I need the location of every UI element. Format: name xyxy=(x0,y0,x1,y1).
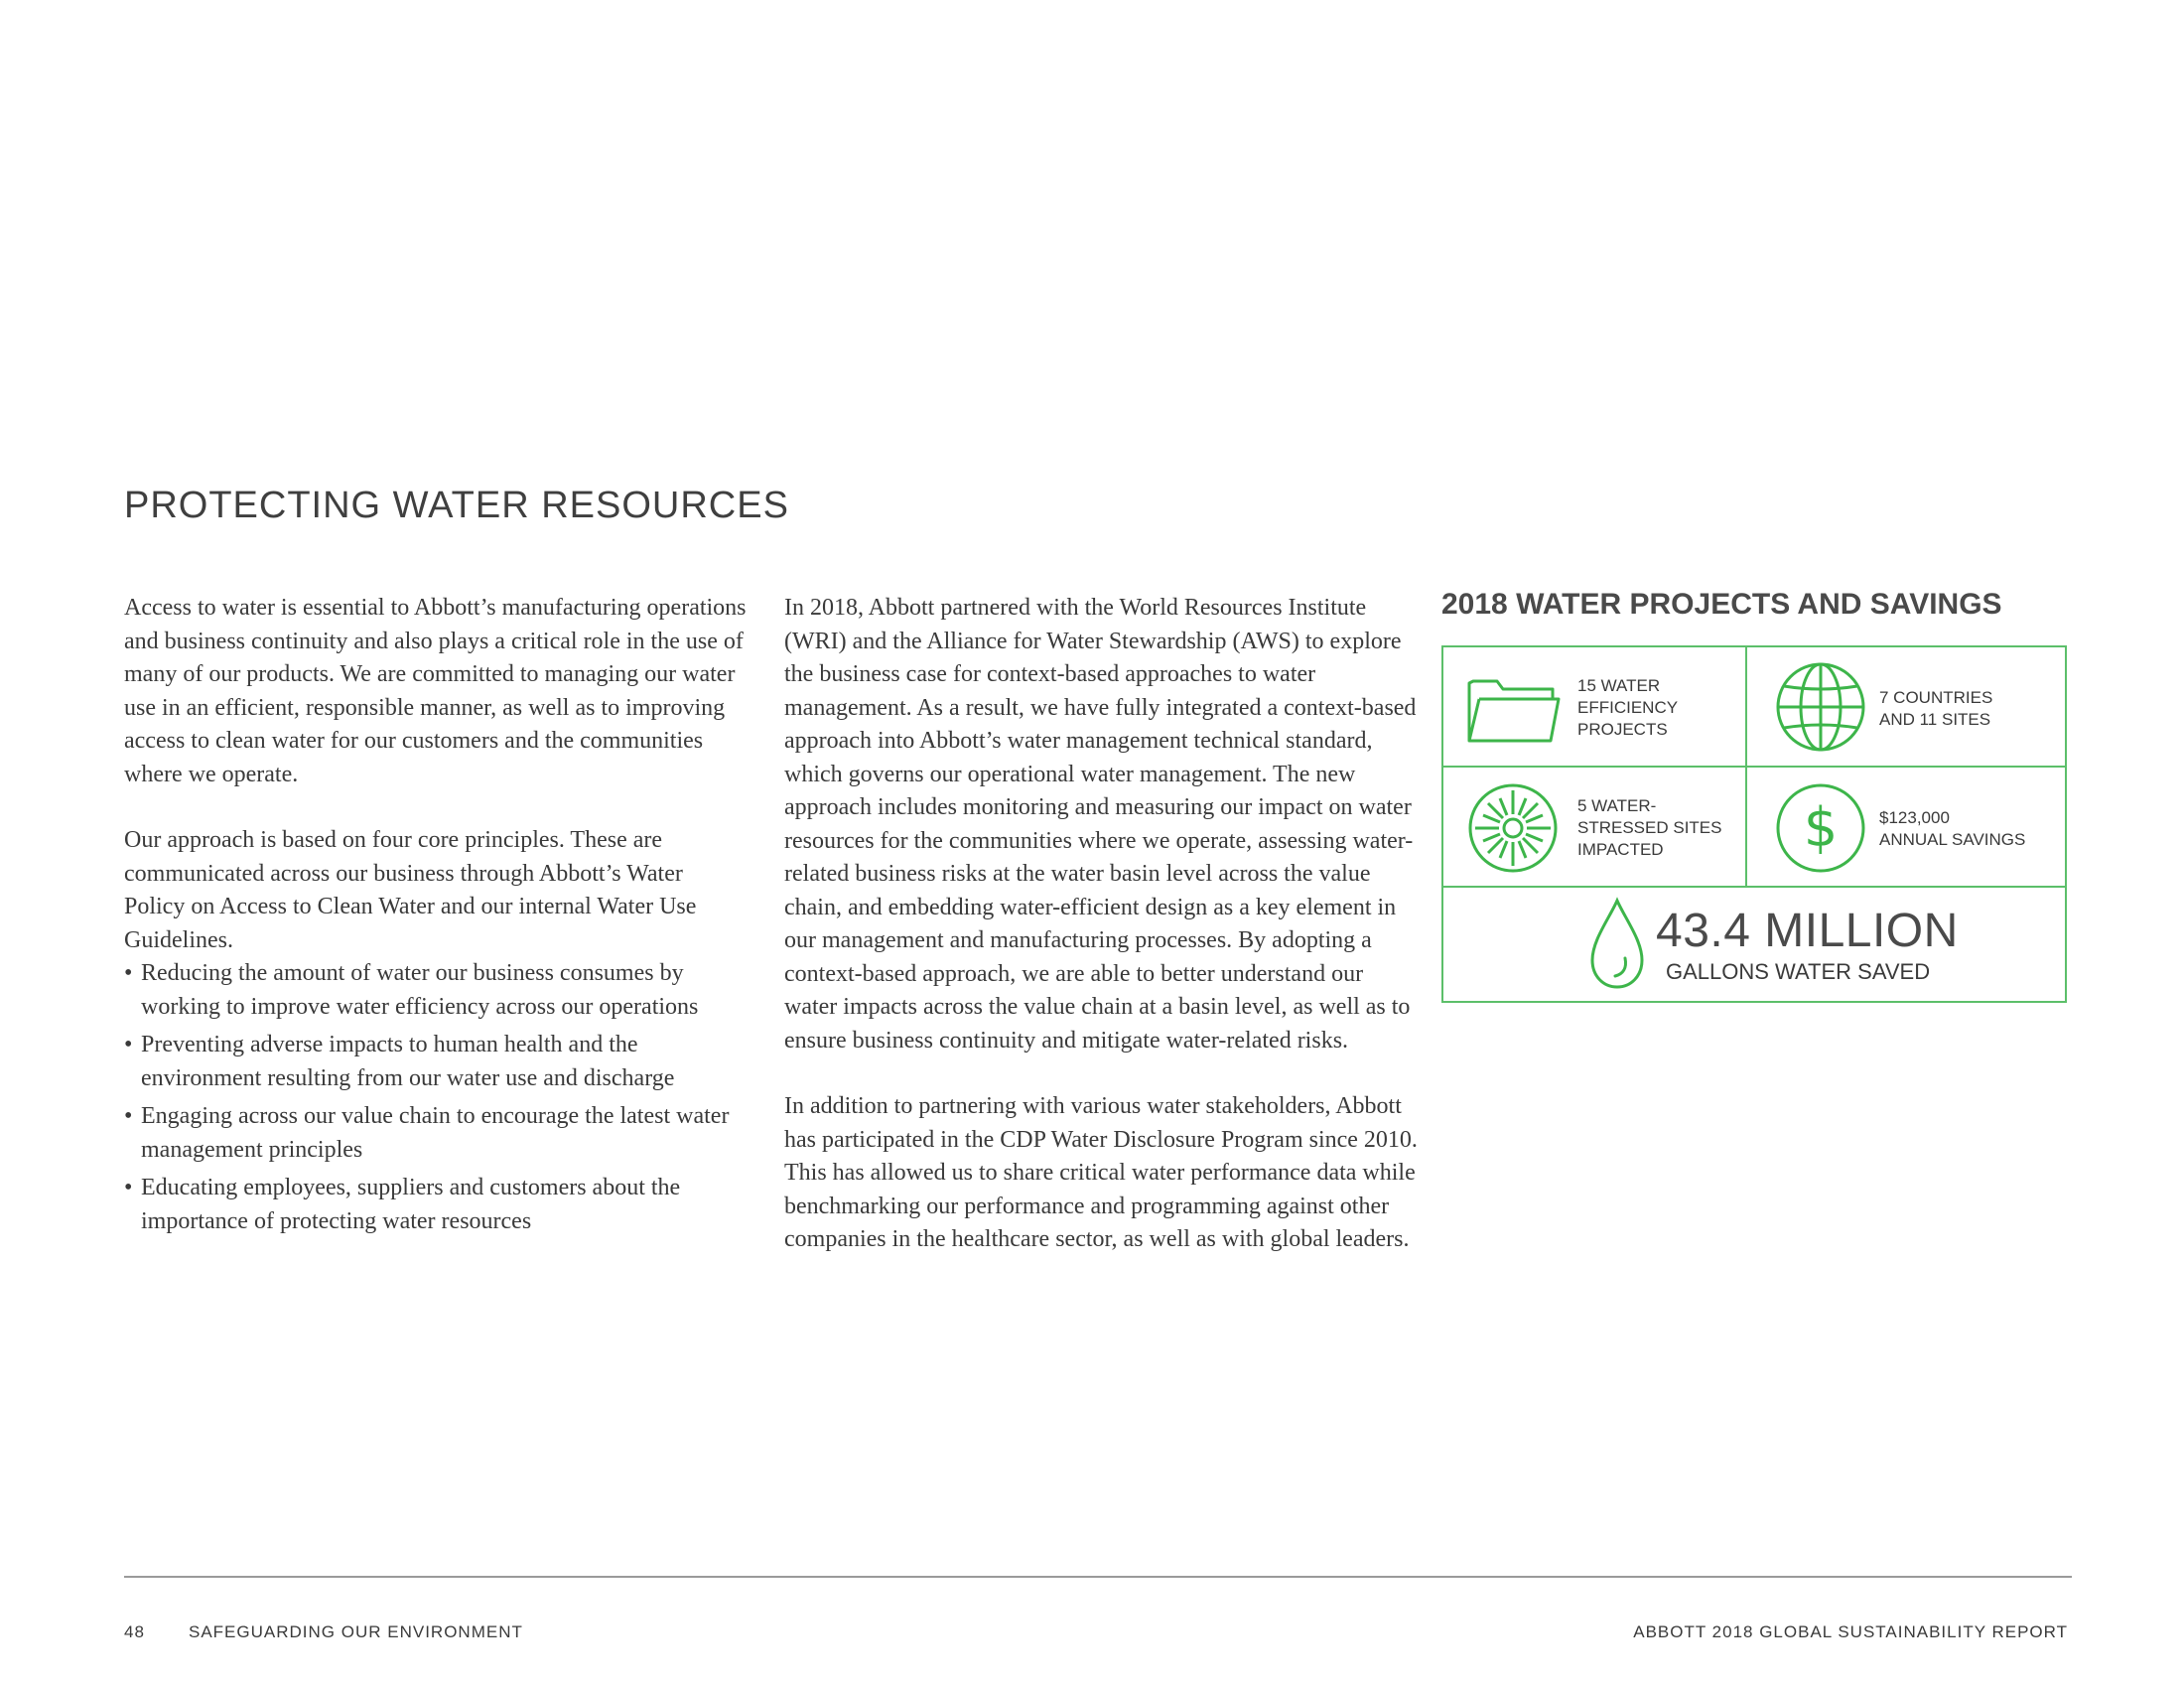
infographic-box xyxy=(1441,645,2067,1003)
countries-label: 7 COUNTRIES AND 11 SITES xyxy=(1879,688,1993,729)
projects-label: 15 WATER EFFICIENCY PROJECTS xyxy=(1577,676,1679,739)
footer-divider xyxy=(124,1576,2072,1578)
savings-label: $123,000 ANNUAL SAVINGS xyxy=(1879,808,2026,849)
dollar-icon xyxy=(1773,780,1868,876)
stat-cell-projects xyxy=(1443,647,1747,768)
stressed-sites-label: 5 WATER- STRESSED SITES IMPACTED xyxy=(1577,796,1722,859)
svg-text:$: $ xyxy=(1803,796,1839,859)
water-saved-value: 43.4 MILLION xyxy=(1656,905,1959,957)
sun-burst-icon xyxy=(1465,780,1561,876)
list-item: • Preventing adverse impacts to human health and the environment resulting from our water use and discharge xyxy=(124,1029,750,1095)
stat-cell-stressed-sites xyxy=(1443,768,1747,888)
list-item: • Reducing the amount of water our business consumes by working to improve water efficiency across our operations xyxy=(124,957,750,1024)
stat-cell-water-saved xyxy=(1443,888,2065,1001)
stat-cell-savings xyxy=(1747,768,2065,888)
list-item: • Educating employees, suppliers and customers about the importance of protecting water resources xyxy=(124,1172,750,1238)
water-drop-icon xyxy=(1587,897,1647,992)
globe-icon xyxy=(1773,659,1868,755)
footer-report-title: ABBOTT 2018 GLOBAL SUSTAINABILITY REPORT xyxy=(1633,1622,2068,1641)
section-title: PROTECTING WATER RESOURCES xyxy=(124,485,789,526)
left-column xyxy=(124,592,750,1243)
infographic-title: 2018 WATER PROJECTS AND SAVINGS xyxy=(1441,588,2002,621)
footer-section-name: SAFEGUARDING OUR ENVIRONMENT xyxy=(189,1622,523,1641)
list-item: • Engaging across our value chain to encourage the latest water management principles xyxy=(124,1100,750,1167)
stat-cell-countries xyxy=(1747,647,2065,768)
principles-paragraph: Our approach is based on four core principles. These are communicated across our business through Abbott’s Water Policy on Access to Clean Water and our internal Water Use Guidelines. xyxy=(124,827,697,953)
intro-paragraph: Access to water is essential to Abbott’s manufacturing operations and business continuity and also plays a critical role in the use of many of our products. We are committed to managing our water use in an efficient, responsible manner, as well as to improving access to clean water for our customers and the communities where we operate. xyxy=(124,595,747,787)
partnership-paragraph: In 2018, Abbott partnered with the World Resources Institute (WRI) and the Alliance for Water Stewardship (AWS) to explore the business case for context-based approaches to water management. As a result, we have fully integrated a context-based approach into Abbott’s water management technical standard, which governs our operational water management. The new approach includes monitoring and measuring our impact on water resources for the communities where we operate, assessing water-related business risks at the water basin level across the value chain, and embedding water-efficient design as a key element in our management and manufacturing processes. By adopting a context-based approach, we are able to better understand our water impacts across the value chain at a basin level, as well as to ensure business continuity and mitigate water-related risks. xyxy=(784,595,1417,1054)
cdp-paragraph: In addition to partnering with various water stakeholders, Abbott has participated in the CDP Water Disclosure Program since 2010. This has allowed us to share critical water performance data while benchmarking our performance and programming against other companies in the healthcare sector, as well as with global leaders. xyxy=(784,1093,1418,1252)
middle-column xyxy=(784,592,1420,1290)
water-saved-caption: GALLONS WATER SAVED xyxy=(1666,959,1931,984)
principles-list xyxy=(124,957,750,1238)
page-number: 48 xyxy=(124,1622,145,1641)
folder-icon xyxy=(1465,673,1565,747)
